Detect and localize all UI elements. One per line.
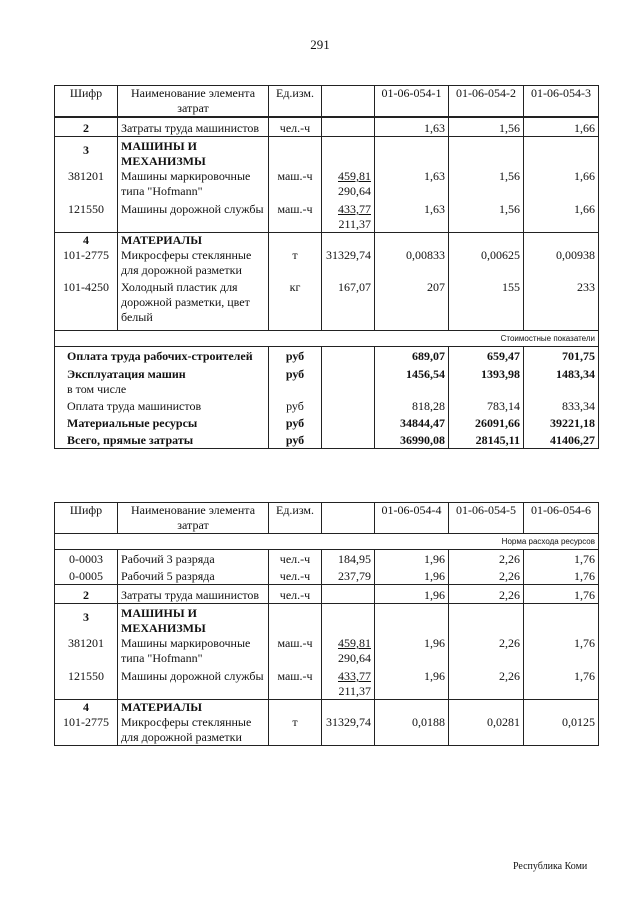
page-number: 291	[310, 37, 330, 52]
summary-row: Материальные ресурсы руб 34844,47 26091,66 39221,18	[55, 414, 599, 431]
summary-row: Всего, прямые затраты руб 36990,08 28145,11 41406,27	[55, 431, 599, 449]
header-col-3: 01-06-054-3	[524, 86, 599, 118]
resource-norms-table-2	[54, 502, 599, 746]
header-code: Шифр	[55, 503, 118, 534]
table-row: 121550 Машины дорожной службы маш.-ч 433,77 211,37 1,96 2,26 1,76	[55, 666, 599, 700]
header-col-2: 01-06-054-2	[449, 86, 524, 118]
header-col-3: 01-06-054-6	[524, 503, 599, 534]
table-row: 381201 Машины маркировочные типа "Hofmann" маш.-ч 459,81 290,64 1,96 2,26 1,76	[55, 636, 599, 666]
header-code: Шифр	[55, 86, 118, 118]
header-col-2: 01-06-054-5	[449, 503, 524, 534]
table-row: 0-0003 Рабочий 3 разряда чел.-ч 184,95 1,96 2,26 1,76	[55, 550, 599, 568]
section-row-materials: 4 101-2775 МАТЕРИАЛЫ Микросферы стеклянные для дорожной разметки т 31329,74 0,00833 0,00625 0,00938	[55, 233, 599, 279]
header-col-1: 01-06-054-4	[375, 503, 449, 534]
summary-row: Оплата труда рабочих-строителей руб 689,07 659,47 701,75	[55, 347, 599, 365]
table-row: 0-0005 Рабочий 5 разряда чел.-ч 237,79 1,96 2,26 1,76	[55, 567, 599, 585]
cost-indicators-header: Стоимостные показатели	[55, 331, 599, 347]
header-unit: Ед.изм.	[269, 503, 322, 534]
header-price	[322, 86, 375, 118]
table-row: 121550 Машины дорожной службы маш.-ч 433,77 211,37 1,63 1,56 1,66	[55, 199, 599, 233]
table-row: 2 Затраты труда машинистов чел.-ч 1,96 2,26 1,76	[55, 585, 599, 604]
summary-row: Эксплуатация машин в том числе руб 1456,54 1393,98 1483,34	[55, 364, 599, 397]
norm-header: Норма расхода ресурсов	[55, 534, 599, 550]
table-row: 2 Затраты труда машинистов чел.-ч 1,63 1,56 1,66	[55, 117, 599, 137]
header-price	[322, 503, 375, 534]
resource-norms-table-1	[54, 85, 599, 449]
table-header-row	[55, 86, 599, 118]
header-name: Наименование элемента затрат	[118, 503, 269, 534]
footer-region: Республика Коми	[513, 861, 588, 872]
table-row: 101-4250 Холодный пластик для дорожной разметки, цвет белый кг 167,07 207 155 233	[55, 278, 599, 331]
header-col-1: 01-06-054-1	[375, 86, 449, 118]
summary-row: Оплата труда машинистов руб 818,28 783,14 833,34	[55, 397, 599, 414]
table-row: 381201 Машины маркировочные типа "Hofmann" маш.-ч 459,81 290,64 1,63 1,56 1,66	[55, 169, 599, 199]
section-row-materials: 4 101-2775 МАТЕРИАЛЫ Микросферы стеклянные для дорожной разметки т 31329,74 0,0188 0,0281 0,0125	[55, 700, 599, 746]
header-name: Наименование элемента затрат	[118, 86, 269, 118]
header-unit: Ед.изм.	[269, 86, 322, 118]
section-row-machines: 3 МАШИНЫ И МЕХАНИЗМЫ	[55, 604, 599, 637]
section-row-machines: 3 МАШИНЫ И МЕХАНИЗМЫ	[55, 137, 599, 170]
table-header-row	[55, 503, 599, 534]
